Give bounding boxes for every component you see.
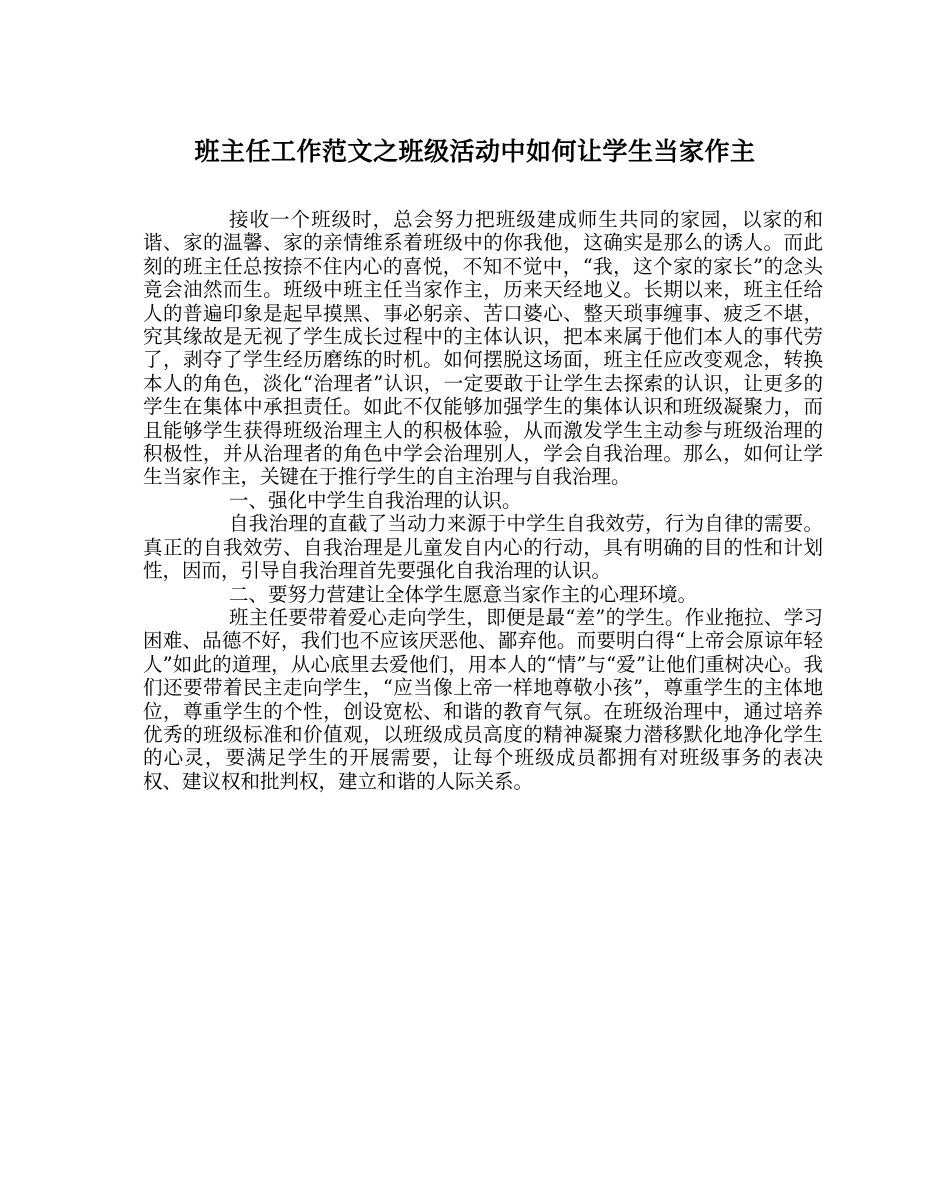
section-heading-1: 一、强化中学生自我治理的认识。 bbox=[229, 488, 522, 512]
paragraph-intro: 接收一个班级时，总会努力把班级建成师生共同的家园，以家的和谐、家的温馨、家的亲情维系着班级中的你我他，这确实是那么的诱人。而此刻的班主任总按捺不住内心的喜悦，不知不觉中，“我，这个家的家长”的念头竟会油然而生。班级中班主任当家作主，历来天经地义。长期以来，班主任给人的普遍印象是起早摸黑、事必躬亲、苦口婆心、整天琐事缠事、疲乏不堪，究其缘故是无视了学生成长过程中的主体认识，把本来属于他们本人的事代劳了，剥夺了学生经历磨练的时机。如何摆脱这场面，班主任应改变观念，转换本人的角色，淡化“治理者”认识，一定要敢于让学生去探索的认识，让更多的学生在集体中承担责任。如此不仅能够加强学生的集体认识和班级凝聚力，而且能够学生获得班级治理主人的积极体验，从而激发学生主动参与班级治理的积极性，并从治理者的角色中学会治理别人，学会自我治理。那么，如何让学生当家作主，关键在于推行学生的自主治理与自我治理。 bbox=[143, 208, 823, 489]
paragraph-section-2: 班主任要带着爱心走向学生，即便是最“差”的学生。作业拖拉、学习困难、品德不好，我们也不应该厌恶他、鄙弃他。而要明白得“上帝会原谅年轻人”如此的道理，从心底里去爱他们，用本人的“情”与“爱”让他们重树决心。我们还要带着民主走向学生，“应当像上帝一样地尊敬小孩”，尊重学生的主体地位，尊重学生的个性，创设宽松、和谐的教育气氛。在班级治理中，通过培养优秀的班级标准和价值观，以班级成员高度的精神凝聚力潜移默化地净化学生的心灵，要满足学生的开展需要，让每个班级成员都拥有对班级事务的表决权、建议权和批判权，建立和谐的人际关系。 bbox=[143, 605, 823, 793]
section-heading-2: 二、要努力营建让全体学生愿意当家作主的心理环境。 bbox=[229, 582, 698, 606]
paragraph-section-1: 自我治理的直截了当动力来源于中学生自我效劳，行为自律的需要。真正的自我效劳、自我治理是儿童发自内心的行动，具有明确的目的性和计划性，因而，引导自我治理首先要强化自我治理的认识。 bbox=[143, 512, 823, 583]
document-body bbox=[143, 208, 823, 793]
document-title: 班主任工作范文之班级活动中如何让学生当家作主 bbox=[194, 137, 756, 166]
